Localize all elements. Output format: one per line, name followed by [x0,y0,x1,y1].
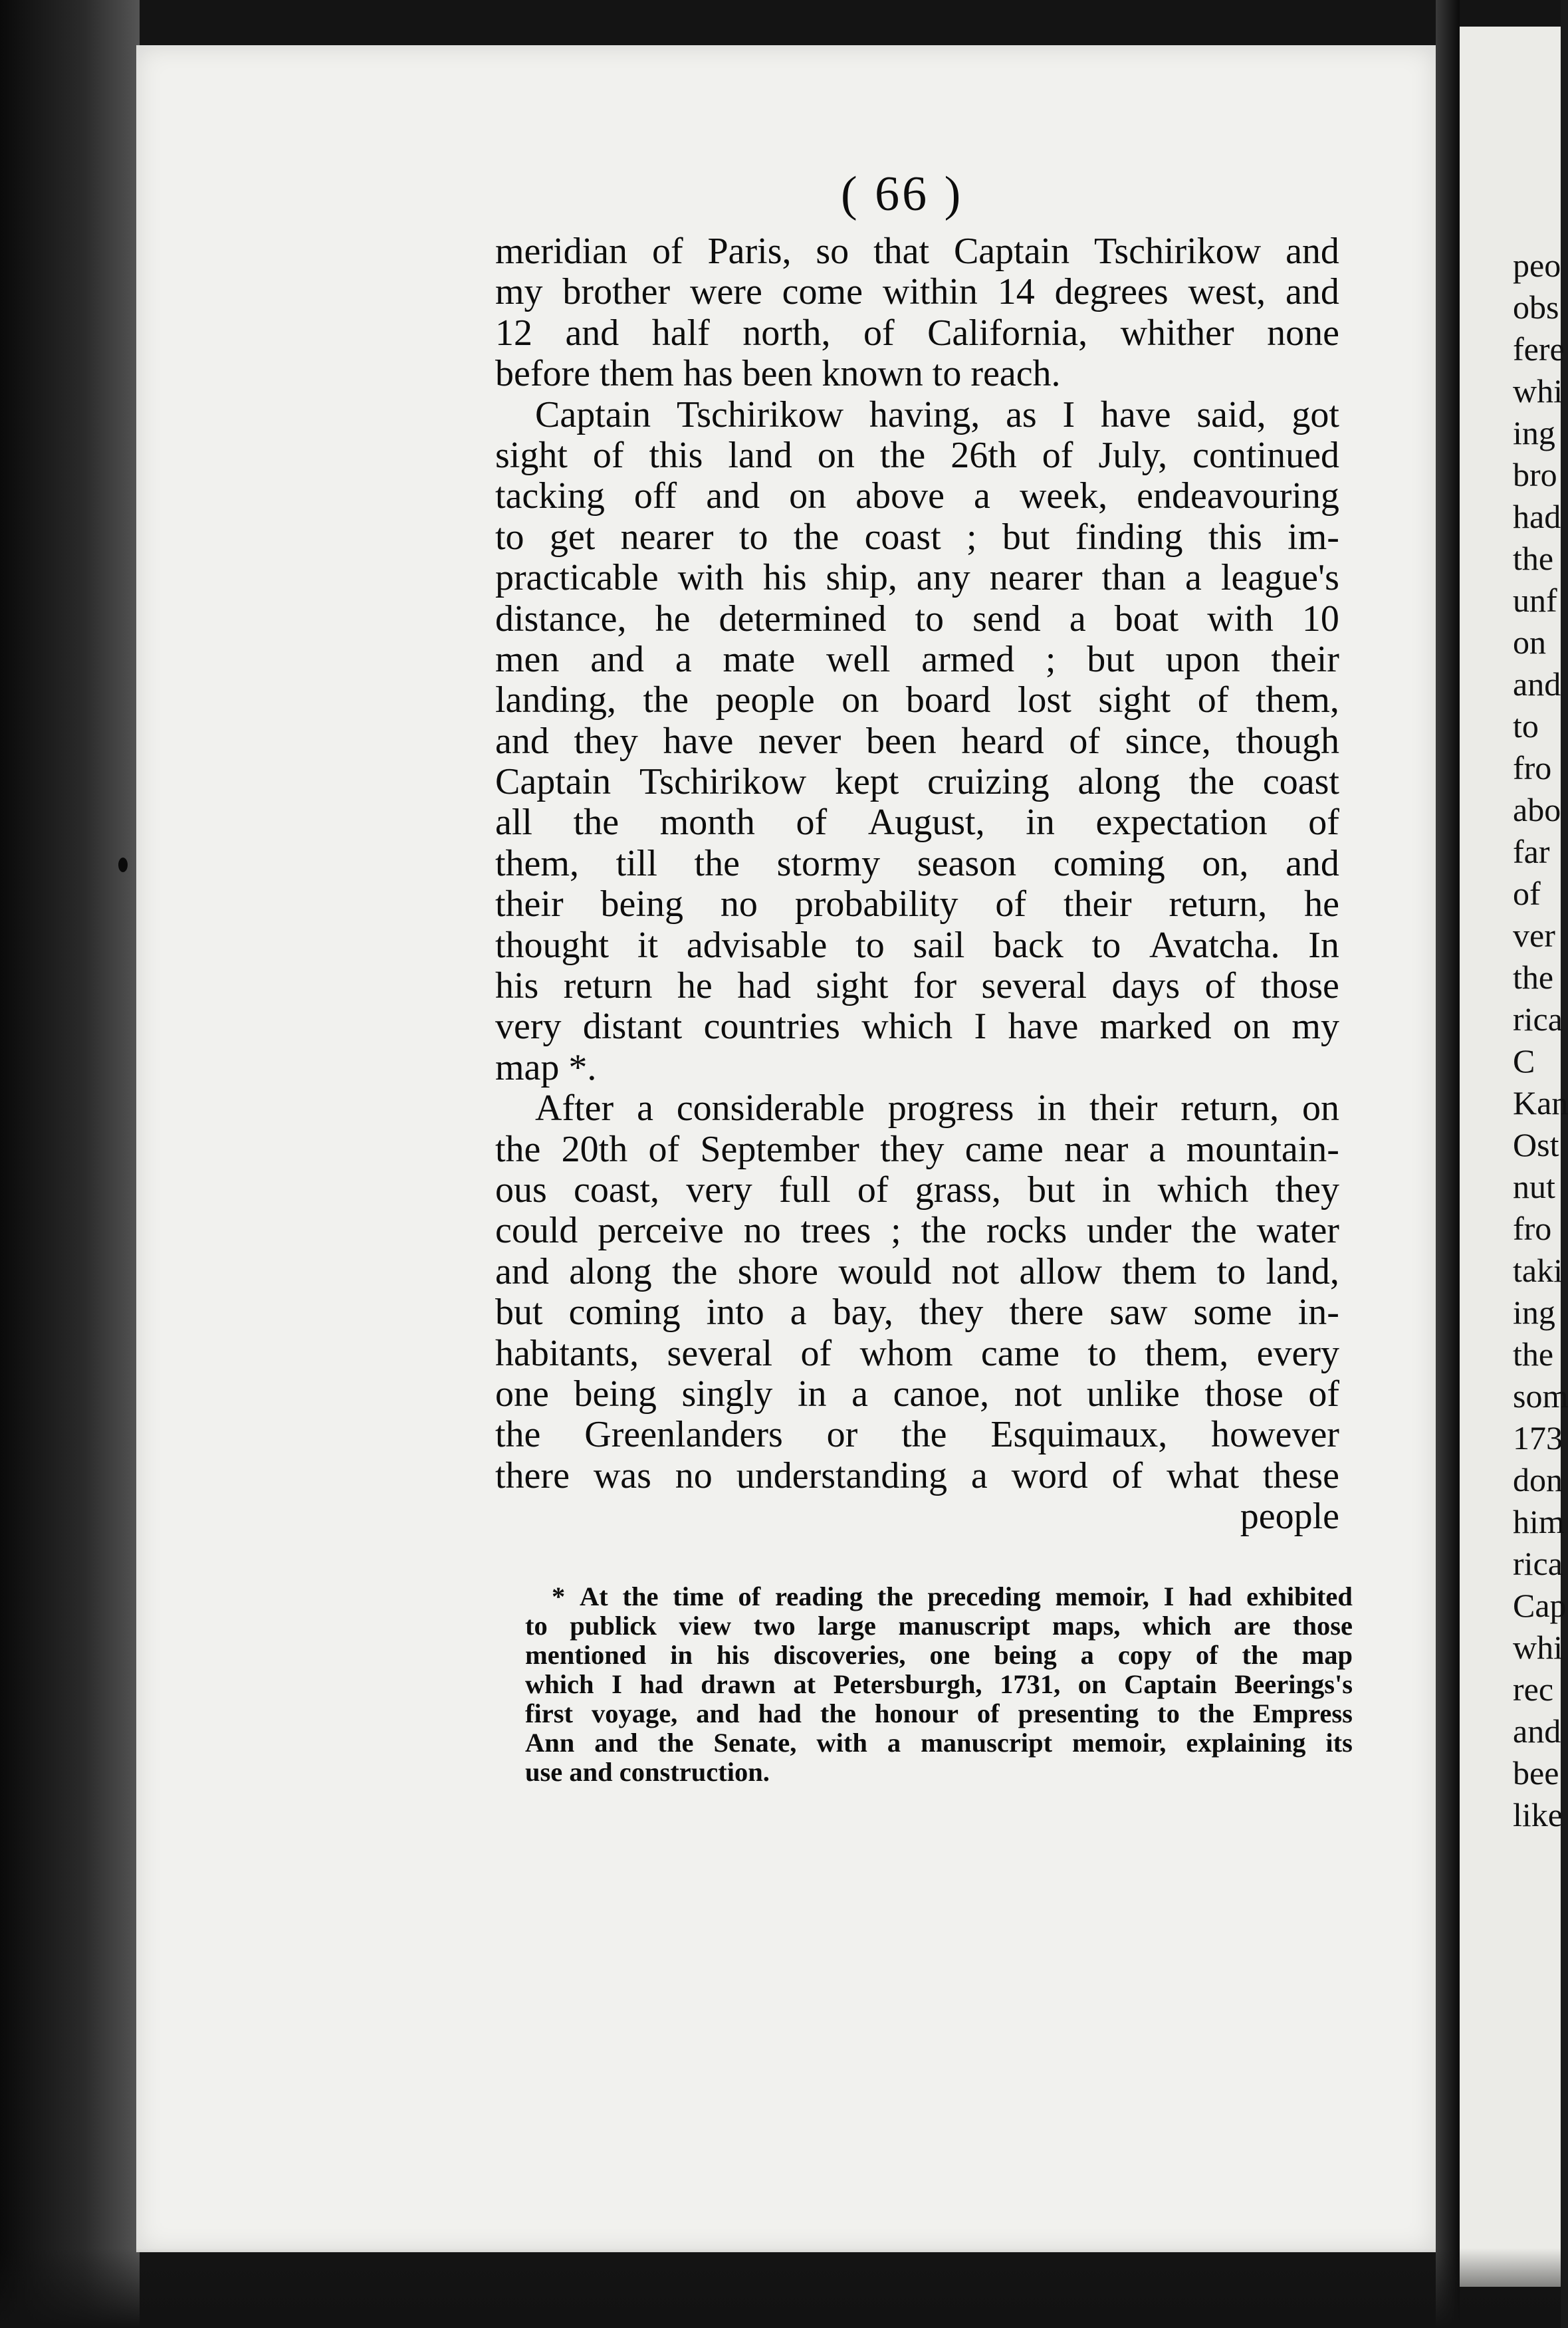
facing-page-fragment: on [1513,624,1546,661]
body-line: thought it advisable to sail back to Avatcha. In [495,924,1339,966]
facing-page-fragment: don [1513,1461,1563,1498]
facing-page-fragment: unf [1513,582,1557,619]
facing-page-fragment: whi [1513,1629,1563,1666]
facing-page-fragment: rec [1513,1671,1554,1708]
body-line: meridian of Paris, so that Captain Tschirikow and [495,231,1339,272]
facing-page-fragment: and [1513,1712,1561,1750]
footnote-line: * At the time of reading the preceding memoir, I had exhibited [552,1581,1353,1611]
body-line: Captain Tschirikow having, as I have said, got [535,394,1339,435]
facing-page-fragment: rica [1513,1545,1563,1582]
facing-page-fragment: him [1513,1503,1565,1540]
footnote-line: Ann and the Senate, with a manuscript memoir, explaining its [525,1728,1353,1758]
facing-page-fragment: som [1513,1377,1568,1415]
body-line: his return he had sight for several days of those [495,965,1339,1007]
facing-page-fragment: whi [1513,372,1563,409]
body-line: the 20th of September they came near a mountain- [495,1128,1339,1170]
body-line: ous coast, very full of grass, but in which they [495,1169,1339,1211]
facing-page-fragment: of [1513,875,1541,912]
ink-blot [118,858,128,872]
body-line: sight of this land on the 26th of July, continued [495,434,1339,476]
page-number: ( 66 ) [841,167,964,221]
footnote-line: to publick view two large manuscript maps, which are those [525,1611,1353,1641]
body-line: people [1240,1496,1339,1538]
facing-page-fragment: ing [1513,1294,1555,1331]
body-line: tacking off and on above a week, endeavouring [495,475,1339,517]
footnote-line: use and construction. [525,1757,770,1787]
body-line: map *. [495,1046,597,1088]
body-line: before them has been known to reach. [495,353,1061,395]
facing-page-fragment: the [1513,959,1554,996]
facing-page-fragment: the [1513,540,1554,577]
body-line: very distant countries which I have marked on my [495,1006,1339,1048]
body-line: their being no probability of their return, he [495,883,1339,925]
body-line: men and a mate well armed ; but upon their [495,638,1339,680]
facing-page-fragment: Ost [1513,1126,1559,1163]
body-line: the Greenlanders or the Esquimaux, however [495,1414,1339,1456]
body-line: distance, he determined to send a boat with 10 [495,598,1339,640]
body-line: to get nearer to the coast ; but finding this im- [495,516,1339,558]
body-line: them, till the stormy season coming on, and [495,842,1339,884]
body-line: practicable with his ship, any nearer than a league's [495,557,1339,599]
facing-page-fragment: fro [1513,1210,1552,1247]
facing-page-fragment: obs [1513,289,1559,326]
facing-page-fragment: 173 [1513,1419,1563,1456]
body-line: habitants, several of whom came to them, every [495,1332,1339,1374]
body-line: and they have never been heard of since, though [495,720,1339,762]
facing-page-fragment: bro [1513,456,1557,493]
facing-page-fragment: to [1513,707,1539,745]
footnote [525,1582,1353,1787]
footnote-line: first voyage, and had the honour of presenting to the Empress [525,1698,1353,1728]
facing-page-fragment: the [1513,1336,1554,1373]
footnote-line: which I had drawn at Petersburgh, 1731, on Captain Beerings's [525,1669,1353,1699]
body-line: could perceive no trees ; the rocks under the water [495,1210,1339,1252]
page-gutter [1436,0,1460,2328]
body-line: Captain Tschirikow kept cruizing along the coast [495,761,1339,803]
facing-page-fragment: and [1513,665,1561,703]
facing-page-fragment: far [1513,833,1550,870]
body-line: my brother were come within 14 degrees west, and [495,271,1339,313]
facing-page-fragment: peo [1513,247,1561,284]
body-line: and along the shore would not allow them to land, [495,1250,1339,1292]
facing-page-fragment: taki [1513,1252,1563,1289]
facing-page-fragment: ing [1513,414,1555,451]
facing-page-fragment: bee [1513,1754,1559,1792]
facing-page-fragment: nut [1513,1168,1555,1205]
facing-page-fragment: abo [1513,791,1561,828]
footnote-line: mentioned in his discoveries, one being a copy of the map [525,1640,1353,1670]
body-text [495,231,1339,1538]
facing-page-fragment: rica [1513,1000,1563,1038]
body-line: there was no understanding a word of what these [495,1455,1339,1496]
facing-page-fragment: C [1513,1042,1535,1080]
facing-page-fragment: ver [1513,917,1555,954]
facing-page [1460,27,1568,2287]
facing-page-fragment: Kan [1513,1084,1568,1121]
left-page-edge [0,0,140,2328]
body-line: After a considerable progress in their return, on [535,1088,1339,1129]
body-line: all the month of August, in expectation of [495,802,1339,844]
body-line: 12 and half north, of California, whither none [495,312,1339,354]
body-line: but coming into a bay, they there saw some in- [495,1292,1339,1334]
bottom-shadow [0,2248,1561,2328]
facing-page-fragment: fere [1513,330,1565,368]
facing-page-fragment: Cap [1513,1587,1567,1624]
body-line: one being singly in a canoe, not unlike those of [495,1373,1339,1415]
body-line: landing, the people on board lost sight of them, [495,679,1339,721]
facing-page-fragment: had [1513,498,1561,535]
facing-page-fragment: fro [1513,749,1552,786]
facing-page-fragment: like [1513,1796,1563,1833]
